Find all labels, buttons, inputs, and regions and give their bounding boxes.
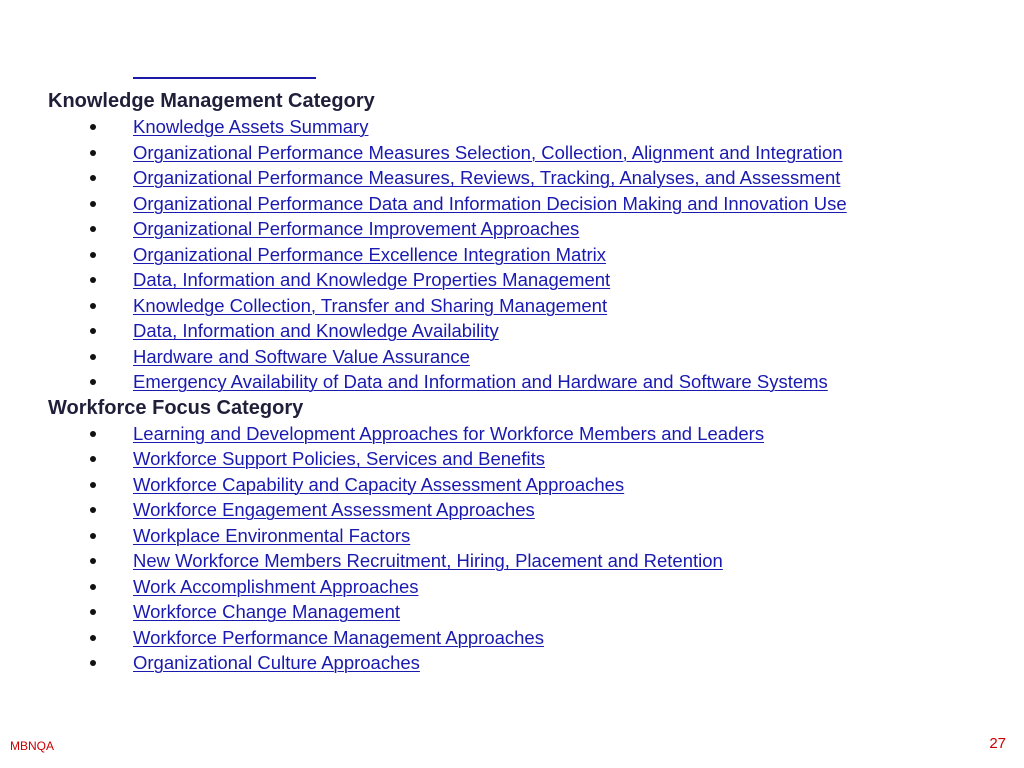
list-item bbox=[48, 165, 1008, 191]
link-list bbox=[48, 421, 1008, 676]
bullet-icon bbox=[90, 584, 96, 590]
link[interactable]: Organizational Culture Approaches bbox=[133, 652, 420, 673]
bullet-icon bbox=[90, 635, 96, 641]
link[interactable]: Workforce Change Management bbox=[133, 601, 401, 622]
bullet-icon bbox=[90, 379, 96, 385]
page-number: 27 bbox=[989, 735, 1006, 752]
link[interactable]: Emergency Availability of Data and Information and Hardware and Software Systems bbox=[133, 371, 828, 392]
list-item bbox=[48, 523, 1008, 549]
list-item bbox=[48, 625, 1008, 651]
list-item bbox=[48, 421, 1008, 447]
category-heading: Knowledge Management Category bbox=[48, 90, 375, 112]
link[interactable]: Workforce Performance Management Approaches bbox=[133, 626, 544, 648]
bullet-icon bbox=[90, 354, 96, 360]
list-item bbox=[48, 216, 1008, 242]
list-item bbox=[48, 497, 1008, 523]
list-item bbox=[48, 369, 1008, 395]
list-item bbox=[48, 472, 1008, 498]
link[interactable]: Learning and Development Approaches for Workforce Members and Leaders bbox=[133, 422, 765, 444]
link[interactable]: Workforce Engagement Assessment Approaches bbox=[133, 499, 535, 520]
bullet-icon bbox=[90, 533, 96, 539]
link[interactable]: Hardware and Software Value Assurance bbox=[133, 345, 470, 367]
bullet-icon bbox=[90, 226, 96, 232]
category-heading: Workforce Focus Category bbox=[48, 396, 304, 419]
link-list bbox=[48, 114, 1008, 395]
bullet-icon bbox=[90, 328, 96, 334]
bullet-icon bbox=[90, 252, 96, 258]
list-item bbox=[48, 267, 1008, 293]
link[interactable]: Organizational Performance Improvement Approaches bbox=[133, 218, 580, 239]
bullet-icon bbox=[90, 303, 96, 309]
link[interactable]: Data, Information and Knowledge Availability bbox=[133, 320, 499, 341]
list-item bbox=[48, 318, 1008, 344]
list-item bbox=[48, 344, 1008, 370]
bullet-icon bbox=[90, 175, 96, 181]
bullet-icon bbox=[90, 558, 96, 564]
list-item bbox=[48, 140, 1008, 166]
list-item bbox=[48, 446, 1008, 472]
section-knowledge-management bbox=[48, 88, 1008, 395]
bullet-icon bbox=[90, 660, 96, 666]
list-item bbox=[48, 293, 1008, 319]
link[interactable]: Workplace Environmental Factors bbox=[133, 524, 411, 546]
link[interactable]: Organizational Performance Measures, Reviews, Tracking, Analyses, and Assessment bbox=[133, 167, 841, 188]
link[interactable]: Workforce Capability and Capacity Assessment Approaches bbox=[133, 473, 625, 495]
content-area bbox=[48, 88, 1008, 676]
list-item bbox=[48, 574, 1008, 600]
bullet-icon bbox=[90, 482, 96, 488]
top-divider-line bbox=[133, 77, 316, 79]
list-item bbox=[48, 599, 1008, 625]
link[interactable]: Knowledge Collection, Transfer and Sharing Management bbox=[133, 294, 608, 316]
link[interactable]: Data, Information and Knowledge Properties Management bbox=[133, 269, 611, 290]
list-item bbox=[48, 548, 1008, 574]
bullet-icon bbox=[90, 609, 96, 615]
list-item bbox=[48, 114, 1008, 140]
link[interactable]: Workforce Support Policies, Services and Benefits bbox=[133, 448, 545, 469]
list-item bbox=[48, 242, 1008, 268]
section-workforce-focus bbox=[48, 395, 1008, 676]
bullet-icon bbox=[90, 201, 96, 207]
bullet-icon bbox=[90, 456, 96, 462]
link[interactable]: Organizational Performance Data and Information Decision Making and Innovation Use bbox=[133, 192, 847, 214]
bullet-icon bbox=[90, 507, 96, 513]
link[interactable]: Work Accomplishment Approaches bbox=[133, 575, 419, 597]
link[interactable]: New Workforce Members Recruitment, Hiring, Placement and Retention bbox=[133, 550, 723, 571]
bullet-icon bbox=[90, 277, 96, 283]
bullet-icon bbox=[90, 150, 96, 156]
list-item bbox=[48, 650, 1008, 676]
bullet-icon bbox=[90, 431, 96, 437]
bullet-icon bbox=[90, 124, 96, 130]
link[interactable]: Organizational Performance Measures Selection, Collection, Alignment and Integration bbox=[133, 141, 843, 163]
link[interactable]: Organizational Performance Excellence Integration Matrix bbox=[133, 243, 607, 265]
list-item bbox=[48, 191, 1008, 217]
footer-label: MBNQA bbox=[10, 739, 55, 753]
link[interactable]: Knowledge Assets Summary bbox=[133, 116, 369, 137]
